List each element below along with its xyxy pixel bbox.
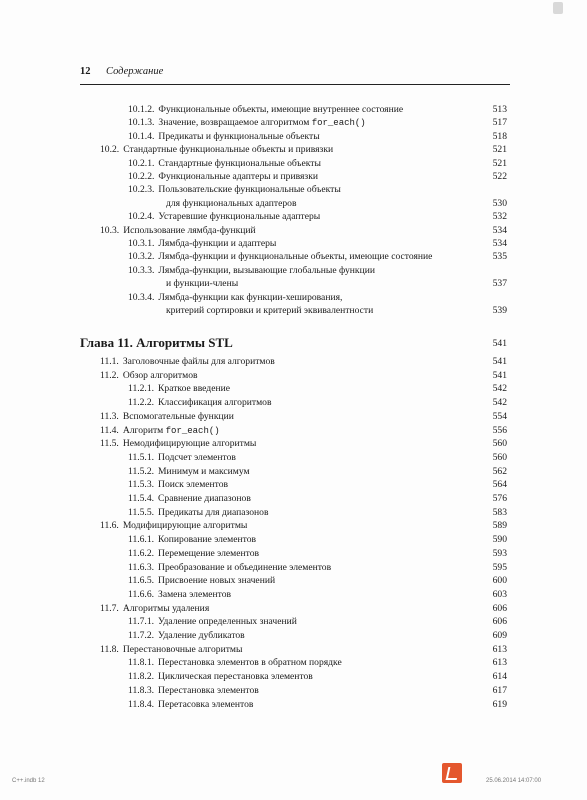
toc-entry-number: 11.8.3.	[128, 684, 155, 696]
toc-entry-number: 11.8.	[100, 643, 119, 655]
toc-entry-number: 11.2.	[100, 369, 119, 381]
toc-entry	[128, 629, 245, 642]
header-section-title: Содержание	[106, 66, 164, 77]
toc-entry-title: Использование лямбда-функций	[123, 224, 256, 236]
toc-entry-page: 541	[492, 356, 507, 367]
toc-entry-number: 11.5.1.	[128, 451, 155, 463]
toc-entry-title: Предикаты и функциональные объекты	[158, 130, 320, 142]
toc-entry	[128, 210, 320, 223]
chapter-heading: Глава 11. Алгоритмы STL	[80, 335, 233, 350]
toc-entry-number: 11.8.2.	[128, 671, 155, 683]
toc-entry-number: 11.5.2.	[128, 465, 155, 477]
toc-entry-title: Обзор алгоритмов	[122, 369, 198, 381]
toc-entry-page: 617	[492, 684, 507, 696]
toc-entry	[100, 437, 256, 450]
toc-entry	[128, 574, 275, 587]
toc-entry	[128, 116, 366, 129]
toc-entry-title: Заголовочные файлы для алгоритмов	[122, 356, 275, 367]
toc-entry	[128, 561, 331, 574]
toc-entry-title: Стандартные функциональные объекты и привязки	[123, 144, 334, 156]
toc-entry-page: 603	[492, 588, 507, 600]
toc-entry	[128, 588, 231, 601]
toc-entry-number: 11.5.4.	[128, 493, 155, 504]
toc-entry-code: for_each()	[165, 425, 220, 436]
toc-entry-page: 542	[492, 383, 507, 395]
toc-entry-number: 11.8.4.	[128, 698, 155, 710]
toc-entry	[100, 355, 275, 368]
toc-entry-title: Удаление определенных значений	[158, 616, 297, 628]
toc-entry	[128, 684, 259, 697]
toc-entry-title: Алгоритмы удаления	[122, 602, 210, 614]
toc-entry-page: 517	[492, 117, 507, 129]
toc-entry-page: 590	[492, 534, 507, 546]
toc-entry-title: Удаление дубликатов	[158, 630, 245, 641]
toc-entry	[100, 410, 234, 423]
toc-entry-title: Лямбда-функции и адаптеры	[158, 238, 277, 249]
toc-entry-page: 534	[492, 238, 507, 249]
toc-entry-page: 541	[492, 369, 507, 381]
toc-entry-page: 513	[492, 104, 507, 115]
toc-entry	[128, 533, 256, 546]
toc-entry	[166, 277, 238, 290]
toc-entry-number: 10.2.2.	[128, 171, 155, 182]
toc-entry-page: 542	[492, 397, 507, 409]
toc-entry-page: 534	[492, 224, 507, 236]
toc-entry	[128, 170, 318, 183]
toc-entry	[128, 250, 432, 263]
toc-entry-page: 613	[492, 657, 507, 669]
toc-entry-number: 10.3.	[100, 224, 120, 236]
toc-entry-page: 554	[492, 410, 507, 422]
toc-entry	[100, 224, 256, 237]
toc-entry	[128, 157, 321, 170]
toc-entry	[166, 304, 373, 317]
toc-entry-page: 613	[492, 643, 507, 655]
toc-entry-title: Циклическая перестановка элементов	[158, 671, 313, 683]
toc-entry-page: 532	[492, 211, 507, 223]
toc-entry	[100, 143, 333, 156]
toc-entry-number: 11.5.	[100, 438, 119, 450]
toc-entry-page: 619	[492, 698, 507, 710]
toc-entry-number: 11.2.2.	[128, 397, 155, 409]
toc-entry-page: 609	[492, 630, 507, 641]
toc-entry-title: для функциональных адаптеров	[166, 197, 297, 209]
toc-entry	[128, 656, 342, 669]
toc-entry-number: 10.1.2.	[128, 104, 155, 115]
toc-entry-title: Преобразование и объединение элементов	[158, 561, 332, 573]
toc-entry-title: Сравнение диапазонов	[158, 493, 251, 504]
toc-entry-code: for_each()	[311, 118, 366, 129]
toc-entry-page: 521	[492, 144, 507, 156]
toc-entry-number: 10.3.1.	[128, 238, 155, 249]
toc-entry-page: 595	[492, 561, 507, 573]
toc-entry	[128, 130, 320, 143]
toc-entry-number: 10.1.3.	[128, 117, 155, 129]
toc-entry	[128, 183, 341, 196]
toc-entry-number: 11.7.	[100, 602, 119, 614]
toc-entry-title: Перемещение элементов	[158, 547, 260, 559]
toc-entry-page: 530	[492, 197, 507, 209]
toc-entry	[128, 615, 297, 628]
toc-entry	[128, 506, 268, 519]
toc-entry-number: 10.2.1.	[128, 157, 155, 169]
toc-entry-title: Модифицирующие алгоритмы	[122, 520, 248, 532]
toc-entry-number: 11.5.5.	[128, 506, 155, 518]
toc-entry	[128, 382, 230, 395]
toc-entry-title: Перетасовка элементов	[158, 698, 254, 710]
toc-entry-title: Лямбда-функции, вызывающие глобальные функции	[158, 264, 375, 276]
toc-entry-number: 11.2.1.	[128, 383, 155, 395]
footer-timestamp: 25.06.2014 14:07:00	[486, 778, 542, 784]
toc-entry-number: 10.3.4.	[128, 291, 155, 303]
toc-entry	[128, 237, 276, 250]
toc-entry-number: 11.8.1.	[128, 657, 155, 669]
toc-entry-page: 614	[492, 671, 507, 683]
toc-entry-title: Перестановка элементов в обратном порядке	[158, 657, 342, 669]
toc-entry	[128, 451, 236, 464]
toc-entry-number: 10.2.	[100, 144, 120, 156]
toc-entry-title: Поиск элементов	[158, 479, 229, 491]
toc-entry-page: 589	[492, 520, 507, 532]
toc-entry-number: 10.2.3.	[128, 184, 155, 196]
toc-entry-title: Краткое введение	[158, 383, 230, 395]
toc-entry	[100, 519, 247, 532]
toc-entry	[100, 643, 242, 656]
toc-entry-title: Алгоритм	[122, 424, 166, 436]
toc-entry-title: Классификация алгоритмов	[158, 397, 272, 409]
toc-entry-number: 11.4.	[100, 424, 119, 436]
toc-entry-title: Перестановочные алгоритмы	[122, 643, 243, 655]
toc-entry	[128, 698, 253, 711]
toc-entry-title: Копирование элементов	[158, 534, 257, 546]
toc-entry-page: 560	[492, 438, 507, 450]
toc-entry-page: 522	[492, 171, 507, 182]
toc-entry-page: 606	[492, 616, 507, 628]
toc-entry-page: 600	[492, 575, 507, 587]
toc-entry-title: Стандартные функциональные объекты	[158, 157, 321, 169]
toc-entry	[128, 478, 228, 491]
toc-entry-number: 11.6.5.	[128, 575, 155, 587]
toc-entry-title: Минимум и максимум	[158, 465, 250, 477]
toc-entry-number: 11.1.	[100, 356, 119, 367]
toc-entry-number: 10.3.3.	[128, 264, 155, 276]
toc-entry-title: Значение, возвращаемое алгоритмом	[158, 117, 312, 129]
toc-entry-page: 560	[492, 451, 507, 463]
toc-entry-number: 11.7.2.	[128, 630, 155, 641]
toc-entry-number: 11.7.1.	[128, 616, 155, 628]
toc-entry-title: Присвоение новых значений	[158, 575, 276, 587]
publisher-logo-icon	[442, 763, 462, 783]
toc-entry-title: Подсчет элементов	[158, 451, 236, 463]
toc-entry-title: Функциональные адаптеры и привязки	[158, 171, 318, 182]
toc-entry	[128, 103, 403, 116]
toc-entry-title: Функциональные объекты, имеющие внутреннее состояние	[158, 104, 404, 115]
toc-entry-page: 576	[492, 493, 507, 504]
toc-entry	[128, 670, 313, 683]
toc-entry-page: 556	[492, 424, 507, 436]
toc-entry	[100, 602, 209, 615]
toc-entry-title: Лямбда-функции как функции-хеширования,	[158, 291, 343, 303]
toc-entry-page: 593	[492, 547, 507, 559]
toc-entry-title: Лямбда-функции и функциональные объекты, имеющие состояние	[158, 251, 433, 263]
toc-entry-title: Замена элементов	[158, 588, 232, 600]
toc-entry-title: критерий сортировки и критерий эквивалентности	[166, 305, 374, 316]
toc-entry-page: 539	[492, 305, 507, 316]
toc-entry-page: 537	[492, 278, 507, 290]
toc-entry	[128, 291, 342, 304]
toc-entry-number: 11.6.	[100, 520, 119, 532]
toc-entry-number: 11.6.2.	[128, 547, 155, 559]
footer-file-name: C++.indb 12	[12, 778, 45, 784]
header-page-number: 12	[80, 66, 91, 77]
toc-entry-number: 11.6.1.	[128, 534, 155, 546]
toc-entry-number: 11.3.	[100, 410, 119, 422]
toc-entry	[100, 369, 198, 382]
chapter-page-number: 541	[492, 338, 507, 349]
toc-entry-page: 521	[492, 157, 507, 169]
toc-entry	[128, 264, 375, 277]
toc-entry	[128, 396, 271, 409]
toc-entry-page: 606	[492, 602, 507, 614]
toc-entry-number: 11.6.3.	[128, 561, 155, 573]
toc-entry-page: 535	[492, 251, 507, 263]
toc-entry-title: Вспомогательные функции	[122, 410, 234, 422]
toc-entry	[128, 547, 259, 560]
toc-entry-number: 11.6.6.	[128, 588, 155, 600]
toc-entry-page: 564	[492, 479, 507, 491]
toc-entry-title: Немодифицирующие алгоритмы	[122, 438, 257, 450]
toc-entry-page: 562	[492, 465, 507, 477]
toc-entry-title: Пользовательские функциональные объекты	[158, 184, 341, 196]
toc-entry-title: Устаревшие функциональные адаптеры	[158, 211, 321, 223]
toc-entry	[128, 492, 251, 505]
toc-entry-page: 518	[492, 130, 507, 142]
toc-entry-number: 11.5.3.	[128, 479, 155, 491]
toc-entry-number: 10.2.4.	[128, 211, 155, 223]
toc-entry-title: Предикаты для диапазонов	[158, 506, 269, 518]
toc-entry	[166, 197, 297, 210]
toc-entry	[100, 424, 220, 437]
toc-entry-number: 10.1.4.	[128, 130, 155, 142]
toc-entry-title: Перестановка элементов	[158, 684, 259, 696]
toc-entry-title: и функции-члены	[166, 278, 239, 290]
toc-entry-number: 10.3.2.	[128, 251, 155, 263]
toc-entry-page: 583	[492, 506, 507, 518]
toc-entry	[128, 465, 250, 478]
